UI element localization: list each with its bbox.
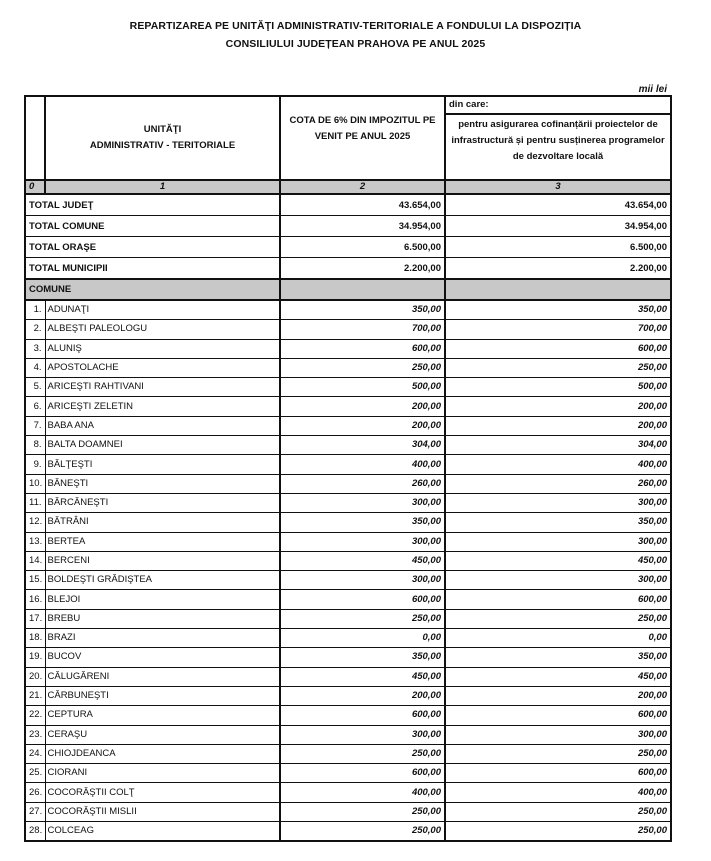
table-row (25, 358, 671, 377)
column-index-1: 1 (45, 180, 280, 194)
row-name: BRAZI (45, 629, 280, 648)
allocation-table (24, 95, 672, 842)
row-number: 28. (25, 822, 45, 842)
row-number: 15. (25, 571, 45, 590)
table-row (25, 744, 671, 763)
table-row (25, 648, 671, 667)
row-cota-value: 250,00 (280, 802, 445, 821)
row-number: 22. (25, 706, 45, 725)
row-number: 17. (25, 609, 45, 628)
row-number: 21. (25, 686, 45, 705)
row-din-care-value: 600,00 (445, 706, 671, 725)
table-row (25, 686, 671, 705)
total-cota-value: 43.654,00 (280, 194, 445, 216)
row-number: 25. (25, 764, 45, 783)
table-row (25, 300, 671, 320)
row-name: CĂLUGĂRENI (45, 667, 280, 686)
row-cota-value: 300,00 (280, 532, 445, 551)
total-din-care-value: 2.200,00 (445, 258, 671, 280)
row-cota-value: 350,00 (280, 513, 445, 532)
section-label: COMUNE (25, 279, 280, 300)
column-index-2: 2 (280, 180, 445, 194)
total-label: TOTAL COMUNE (25, 216, 280, 237)
header-col0 (25, 96, 45, 180)
row-cota-value: 200,00 (280, 416, 445, 435)
row-number: 7. (25, 416, 45, 435)
row-name: BLEJOI (45, 590, 280, 609)
total-row (25, 194, 671, 216)
header-din-care: din care: (445, 96, 671, 114)
row-name: CEPTURA (45, 706, 280, 725)
row-din-care-value: 300,00 (445, 493, 671, 512)
row-cota-value: 600,00 (280, 339, 445, 358)
table-row (25, 513, 671, 532)
row-cota-value: 250,00 (280, 358, 445, 377)
table-row (25, 725, 671, 744)
row-din-care-value: 200,00 (445, 397, 671, 416)
row-name: COLCEAG (45, 822, 280, 842)
table-row (25, 378, 671, 397)
header-col3: pentru asigurarea cofinanțării proiectelor de infrastructură și pentru susținerea programelor de dezvoltare locală (445, 114, 671, 180)
row-din-care-value: 200,00 (445, 686, 671, 705)
column-index-3: 3 (445, 180, 671, 194)
row-number: 18. (25, 629, 45, 648)
table-row (25, 493, 671, 512)
row-number: 20. (25, 667, 45, 686)
table-row (25, 822, 671, 842)
row-name: BĂRCĂNEŞTI (45, 493, 280, 512)
row-cota-value: 450,00 (280, 551, 445, 570)
row-din-care-value: 500,00 (445, 378, 671, 397)
total-cota-value: 34.954,00 (280, 216, 445, 237)
row-cota-value: 350,00 (280, 300, 445, 320)
row-din-care-value: 304,00 (445, 436, 671, 455)
row-din-care-value: 450,00 (445, 551, 671, 570)
row-name: APOSTOLACHE (45, 358, 280, 377)
row-number: 23. (25, 725, 45, 744)
row-din-care-value: 350,00 (445, 513, 671, 532)
row-din-care-value: 400,00 (445, 455, 671, 474)
row-din-care-value: 200,00 (445, 416, 671, 435)
row-number: 8. (25, 436, 45, 455)
row-din-care-value: 450,00 (445, 667, 671, 686)
section-header-row (25, 279, 671, 300)
total-label: TOTAL JUDEŢ (25, 194, 280, 216)
column-index-0: 0 (25, 180, 45, 194)
table-row (25, 571, 671, 590)
row-cota-value: 350,00 (280, 648, 445, 667)
row-name: BALTA DOAMNEI (45, 436, 280, 455)
row-name: ALBEŞTI PALEOLOGU (45, 320, 280, 339)
row-number: 6. (25, 397, 45, 416)
total-din-care-value: 34.954,00 (445, 216, 671, 237)
table-row (25, 590, 671, 609)
row-din-care-value: 300,00 (445, 571, 671, 590)
row-name: BREBU (45, 609, 280, 628)
row-name: BUCOV (45, 648, 280, 667)
row-din-care-value: 700,00 (445, 320, 671, 339)
row-name: ARICEŞTI ZELETIN (45, 397, 280, 416)
row-cota-value: 500,00 (280, 378, 445, 397)
header-row-top (25, 96, 671, 114)
header-col2: COTA DE 6% DIN IMPOZITUL PE VENIT PE ANUL 2025 (280, 96, 445, 180)
row-din-care-value: 250,00 (445, 822, 671, 842)
header-col1-line1: UNITĂŢI (143, 124, 182, 135)
row-number: 13. (25, 532, 45, 551)
table-row (25, 609, 671, 628)
row-name: CERAŞU (45, 725, 280, 744)
row-cota-value: 250,00 (280, 609, 445, 628)
row-number: 12. (25, 513, 45, 532)
row-cota-value: 0,00 (280, 629, 445, 648)
table-row (25, 339, 671, 358)
table-row (25, 397, 671, 416)
row-number: 3. (25, 339, 45, 358)
row-cota-value: 600,00 (280, 764, 445, 783)
row-din-care-value: 250,00 (445, 358, 671, 377)
row-din-care-value: 0,00 (445, 629, 671, 648)
row-cota-value: 300,00 (280, 725, 445, 744)
row-cota-value: 250,00 (280, 822, 445, 842)
row-number: 10. (25, 474, 45, 493)
row-name: ARICEŞTI RAHTIVANI (45, 378, 280, 397)
section-cell-cota (280, 279, 445, 300)
row-number: 24. (25, 744, 45, 763)
row-name: ALUNIŞ (45, 339, 280, 358)
table-row (25, 764, 671, 783)
row-name: ADUNAŢI (45, 300, 280, 320)
row-name: CHIOJDEANCA (45, 744, 280, 763)
table-row (25, 320, 671, 339)
row-cota-value: 700,00 (280, 320, 445, 339)
table-row (25, 667, 671, 686)
table-row (25, 416, 671, 435)
row-number: 1. (25, 300, 45, 320)
table-row (25, 455, 671, 474)
row-cota-value: 250,00 (280, 744, 445, 763)
column-index-row (25, 180, 671, 194)
row-cota-value: 450,00 (280, 667, 445, 686)
row-din-care-value: 250,00 (445, 802, 671, 821)
row-din-care-value: 250,00 (445, 609, 671, 628)
table-row (25, 783, 671, 802)
row-number: 9. (25, 455, 45, 474)
row-din-care-value: 260,00 (445, 474, 671, 493)
row-number: 19. (25, 648, 45, 667)
row-din-care-value: 350,00 (445, 648, 671, 667)
row-cota-value: 600,00 (280, 706, 445, 725)
row-cota-value: 200,00 (280, 397, 445, 416)
row-number: 27. (25, 802, 45, 821)
row-name: BĂLŢEŞTI (45, 455, 280, 474)
table-row (25, 436, 671, 455)
row-number: 26. (25, 783, 45, 802)
row-din-care-value: 600,00 (445, 339, 671, 358)
table-row (25, 629, 671, 648)
row-din-care-value: 250,00 (445, 744, 671, 763)
row-name: BĂTRÂNI (45, 513, 280, 532)
table-row (25, 706, 671, 725)
row-name: BABA ANA (45, 416, 280, 435)
row-cota-value: 400,00 (280, 455, 445, 474)
row-din-care-value: 600,00 (445, 590, 671, 609)
total-din-care-value: 43.654,00 (445, 194, 671, 216)
row-number: 5. (25, 378, 45, 397)
total-row (25, 258, 671, 280)
row-cota-value: 400,00 (280, 783, 445, 802)
total-row (25, 237, 671, 258)
row-name: COCORĂŞTII COLŢ (45, 783, 280, 802)
total-label: TOTAL MUNICIPII (25, 258, 280, 280)
row-name: CĂRBUNEŞTI (45, 686, 280, 705)
row-name: COCORĂŞTII MISLII (45, 802, 280, 821)
row-cota-value: 300,00 (280, 493, 445, 512)
unit-label: mii lei (638, 84, 667, 95)
row-number: 2. (25, 320, 45, 339)
row-name: CIORANI (45, 764, 280, 783)
section-cell-din-care (445, 279, 671, 300)
row-number: 14. (25, 551, 45, 570)
row-name: BERTEA (45, 532, 280, 551)
total-cota-value: 6.500,00 (280, 237, 445, 258)
row-cota-value: 304,00 (280, 436, 445, 455)
row-din-care-value: 350,00 (445, 300, 671, 320)
document-title-line1: REPARTIZAREA PE UNITĂŢI ADMINISTRATIV-TERITORIALE A FONDULUI LA DISPOZIȚIA (129, 20, 582, 32)
row-cota-value: 260,00 (280, 474, 445, 493)
total-cota-value: 2.200,00 (280, 258, 445, 280)
row-number: 16. (25, 590, 45, 609)
row-din-care-value: 600,00 (445, 764, 671, 783)
row-cota-value: 300,00 (280, 571, 445, 590)
row-din-care-value: 400,00 (445, 783, 671, 802)
row-din-care-value: 300,00 (445, 725, 671, 744)
row-name: BOLDEŞTI GRĂDIŞTEA (45, 571, 280, 590)
table-row (25, 551, 671, 570)
total-row (25, 216, 671, 237)
table-row (25, 474, 671, 493)
total-label: TOTAL ORAŞE (25, 237, 280, 258)
row-number: 4. (25, 358, 45, 377)
row-cota-value: 600,00 (280, 590, 445, 609)
row-name: BĂNEŞTI (45, 474, 280, 493)
row-number: 11. (25, 493, 45, 512)
table-row (25, 532, 671, 551)
row-din-care-value: 300,00 (445, 532, 671, 551)
table-row (25, 802, 671, 821)
header-col1 (45, 96, 280, 180)
header-col1-line2: ADMINISTRATIV - TERITORIALE (89, 140, 236, 151)
row-cota-value: 200,00 (280, 686, 445, 705)
document-title-line2: CONSILIULUI JUDEȚEAN PRAHOVA PE ANUL 2025 (225, 38, 486, 50)
total-din-care-value: 6.500,00 (445, 237, 671, 258)
row-name: BERCENI (45, 551, 280, 570)
